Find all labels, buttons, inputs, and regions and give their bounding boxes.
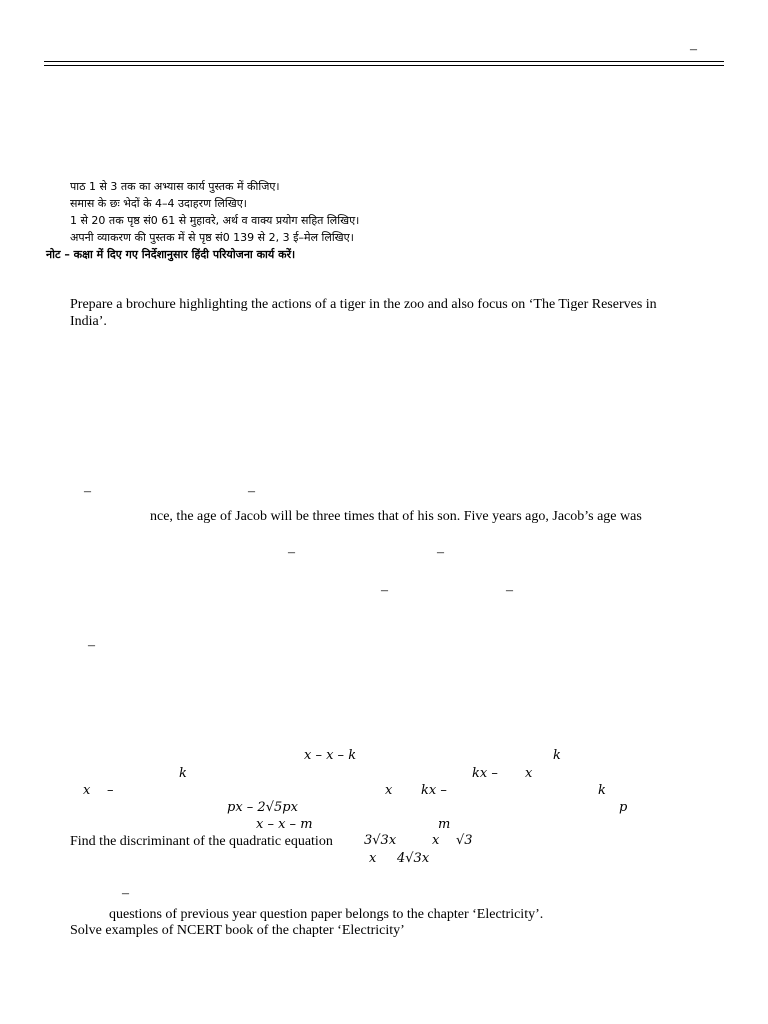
equation-3-dash: –	[107, 783, 114, 798]
age-question: nce, the age of Jacob will be three times that of his son. Five years ago, Jacob’s age was	[150, 509, 642, 524]
equation-2-kx: kx –	[472, 766, 498, 781]
discriminant-term-root3: √3	[456, 833, 473, 848]
equation-1-k: k	[553, 748, 561, 763]
header-rule-bottom	[44, 65, 724, 66]
maths-dash-6: –	[506, 583, 513, 598]
maths-dash-5: –	[381, 583, 388, 598]
equation-3-x1: x	[83, 783, 91, 798]
equation-5-m: m	[438, 817, 451, 832]
hindi-item-4: अपनी व्याकरण की पुस्तक में से पृष्ठ सं0 139 से 2, 3 ई–मेल लिखिए।	[70, 231, 354, 244]
discriminant-term-x: x	[432, 833, 440, 848]
equation-3-k: k	[598, 783, 606, 798]
hindi-item-3: 1 से 20 तक पृष्ठ सं0 61 से मुहावरे, अर्थ व वाक्य प्रयोग सहित लिखिए।	[70, 214, 360, 227]
english-brochure-line-1: Prepare a brochure highlighting the actions of a tiger in the zoo and also focus on ‘The Tiger Reserves in	[70, 297, 657, 312]
maths-dash-2: –	[248, 484, 255, 499]
equation-2-k: k	[179, 766, 187, 781]
equation-1: x – x – k	[304, 748, 357, 763]
science-ncert-examples: Solve examples of NCERT book of the chapter ‘Electricity’	[70, 923, 405, 938]
header-dash: –	[690, 42, 697, 57]
header-rule-top	[44, 61, 724, 62]
hindi-item-2: समास के छः भेदों के 4–4 उदाहरण लिखिए।	[70, 197, 247, 210]
equation-4: px – 2√5px	[227, 800, 298, 815]
maths-dash-7: –	[88, 638, 95, 653]
equation-3-x2: x	[385, 783, 393, 798]
equation-2-x: x	[525, 766, 533, 781]
discriminant-question: Find the discriminant of the quadratic equation	[70, 834, 333, 849]
equation-6-x: x	[369, 851, 377, 866]
science-electricity-questions: questions of previous year question paper belongs to the chapter ‘Electricity’.	[109, 907, 544, 922]
hindi-item-1: पाठ 1 से 3 तक का अभ्यास कार्य पुस्तक में कीजिए।	[70, 180, 280, 193]
equation-3-kx: kx –	[421, 783, 447, 798]
equation-5: x – x – m	[256, 817, 313, 832]
hindi-note: नोट – कक्षा में दिए गए निर्देशानुसार हिंदी परियोजना कार्य करें।	[46, 248, 296, 261]
maths-dash-1: –	[84, 484, 91, 499]
maths-dash-4: –	[437, 545, 444, 560]
science-dash: –	[122, 886, 129, 901]
equation-4-p: p	[619, 800, 628, 815]
maths-dash-3: –	[288, 545, 295, 560]
english-brochure-line-2: India’.	[70, 314, 107, 329]
equation-6-expr: 4√3x	[397, 851, 430, 866]
discriminant-term-1: 3√3x	[364, 833, 397, 848]
